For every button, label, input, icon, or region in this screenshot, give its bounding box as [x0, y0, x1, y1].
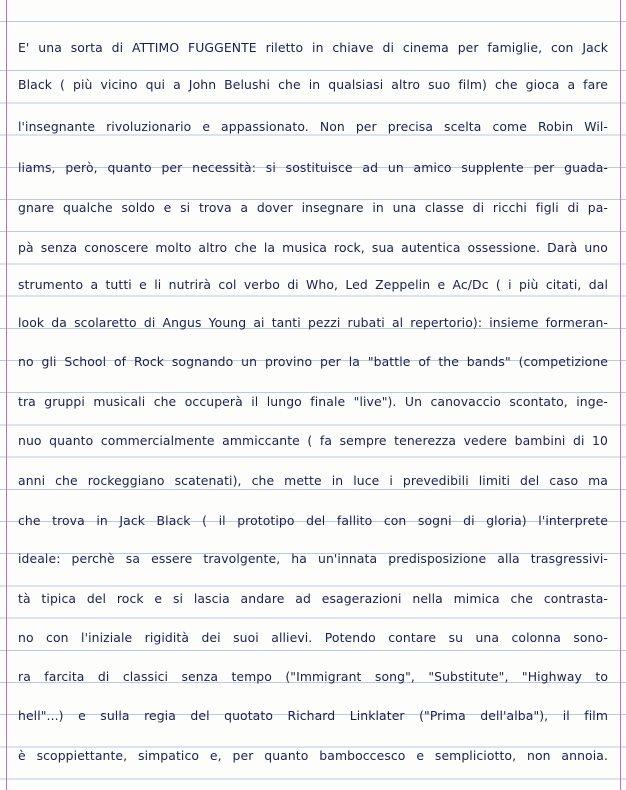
- text-line-3: l'insegnante rivoluzionario e appassionato. Non per precisa scelta come Robin Wil-: [18, 119, 608, 134]
- text-line-1: E' una sorta di ATTIMO FUGGENTE riletto in chiave di cinema per famiglie, con Jack: [18, 40, 608, 55]
- text-line-16: no con l'iniziale rigidità dei suoi allievi. Potendo contare su una colonna sono-: [18, 630, 608, 645]
- text-line-14: ideale: perchè sa essere travolgente, ha un'innata predisposizione alla trasgressivi-: [18, 551, 608, 566]
- text-line-18: hell"...) e sulla regia del quotato Richard Linklater ("Prima dell'alba"), il film: [18, 708, 608, 723]
- text-line-12: anni che rockeggiano scatenati), che mette in luce i prevedibili limiti del caso ma: [18, 473, 608, 488]
- text-line-4: liams, però, quanto per necessità: si sostituisce ad un amico supplente per guada-: [18, 160, 608, 175]
- text-line-7: strumento a tutti e li nutrirà col verbo di Who, Led Zeppelin e Ac/Dc ( i più citati, dal: [18, 277, 608, 292]
- text-line-6: pà senza conoscere molto altro che la musica rock, sua autentica ossessione. Darà uno: [18, 240, 608, 255]
- text-line-13: che trova in Jack Black ( il prototipo del fallito con sogni di gloria) l'interprete: [18, 513, 608, 528]
- text-line-8: look da scolaretto di Angus Young ai tanti pezzi rubati al repertorio): insieme formeran-: [18, 315, 608, 330]
- text-line-15: tà tipica del rock e si lascia andare ad esagerazioni nella mimica che contrasta-: [18, 591, 608, 606]
- text-line-9: no gli School of Rock sognando un provino per la "battle of the bands" (competizione: [18, 354, 608, 369]
- text-line-10: tra gruppi musicali che occuperà il lungo finale "live"). Un canovaccio scontato, inge-: [18, 394, 608, 409]
- text-line-19: è scoppiettante, simpatico e, per quanto bamboccesco e sempliciotto, non annoia.: [18, 748, 608, 763]
- text-line-11: nuo quanto commercialmente ammiccante ( fa sempre tenerezza vedere bambini di 10: [18, 433, 608, 448]
- text-line-5: gnare qualche soldo e si trova a dover insegnare in una classe di ricchi figli di pa-: [18, 200, 608, 215]
- text-line-2: Black ( più vicino qui a John Belushi che in qualsiasi altro suo film) che gioca a fare: [18, 77, 608, 92]
- text-line-17: ra farcita di classici senza tempo ("Immigrant song", "Substitute", "Highway to: [18, 669, 608, 684]
